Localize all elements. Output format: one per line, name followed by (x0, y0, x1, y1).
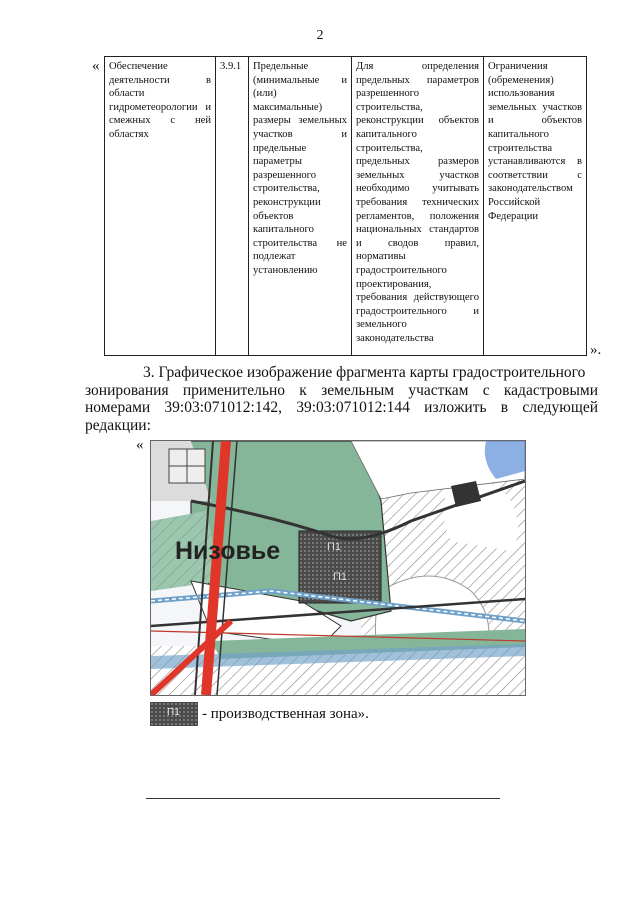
zone-label-p1-secondary: П1 (333, 571, 348, 583)
table-row (105, 57, 587, 356)
table-opening-quote: « (92, 58, 100, 74)
zone-label-p1: П1 (327, 541, 342, 553)
paragraph-continuation: зонирования применительно к земельным участкам с кадастровыми номерами 39:03:071012:142, 39:03:071012:144 изложить в следующей редакции: (85, 381, 598, 434)
footer-rule (146, 798, 500, 799)
map-legend (150, 702, 369, 726)
code-cell: 3.9.1 (216, 57, 249, 356)
zoning-map (150, 440, 526, 696)
legend-swatch-label: П1 (167, 707, 180, 718)
page-number: 2 (316, 28, 324, 43)
regulation-table (104, 56, 587, 356)
activity-type-cell: Обеспечение деятельности в области гидрометеорологии и смежных с ней областях (105, 57, 216, 356)
paragraph-3 (85, 364, 598, 434)
restrictions-cell: Ограничения (обременения) использования земельных участков и объектов капитального строительства устанавливаются в соответствии с законодательством Российской Федерации (484, 57, 587, 356)
requirements-cell: Для определения предельных параметров разрешенного строительства, реконструкции объектов капитального строительства, предельных размеров земельных участков необходимо учитывать требования технических регламентов, положения национальных стандартов и сводов правил, нормативы градостроительного проектирования, требования действующего градостроительного и земельного законодательства (352, 57, 484, 356)
paragraph-first-line: 3. Графическое изображение фрагмента карты градостроительного (143, 364, 586, 381)
legend-text: - производственная зона». (202, 705, 369, 722)
size-limits-cell: Предельные (минимальные и (или) максимальные) размеры земельных участков и предельные параметры разрешенного строительства, реконструкции объектов капитального строительства не подлежат установлению (249, 57, 352, 356)
map-opening-quote: « (136, 437, 144, 453)
table-closing-quote: ». (590, 342, 602, 358)
map-place-label: Низовье (175, 537, 281, 565)
industrial-zone-swatch (150, 702, 198, 726)
